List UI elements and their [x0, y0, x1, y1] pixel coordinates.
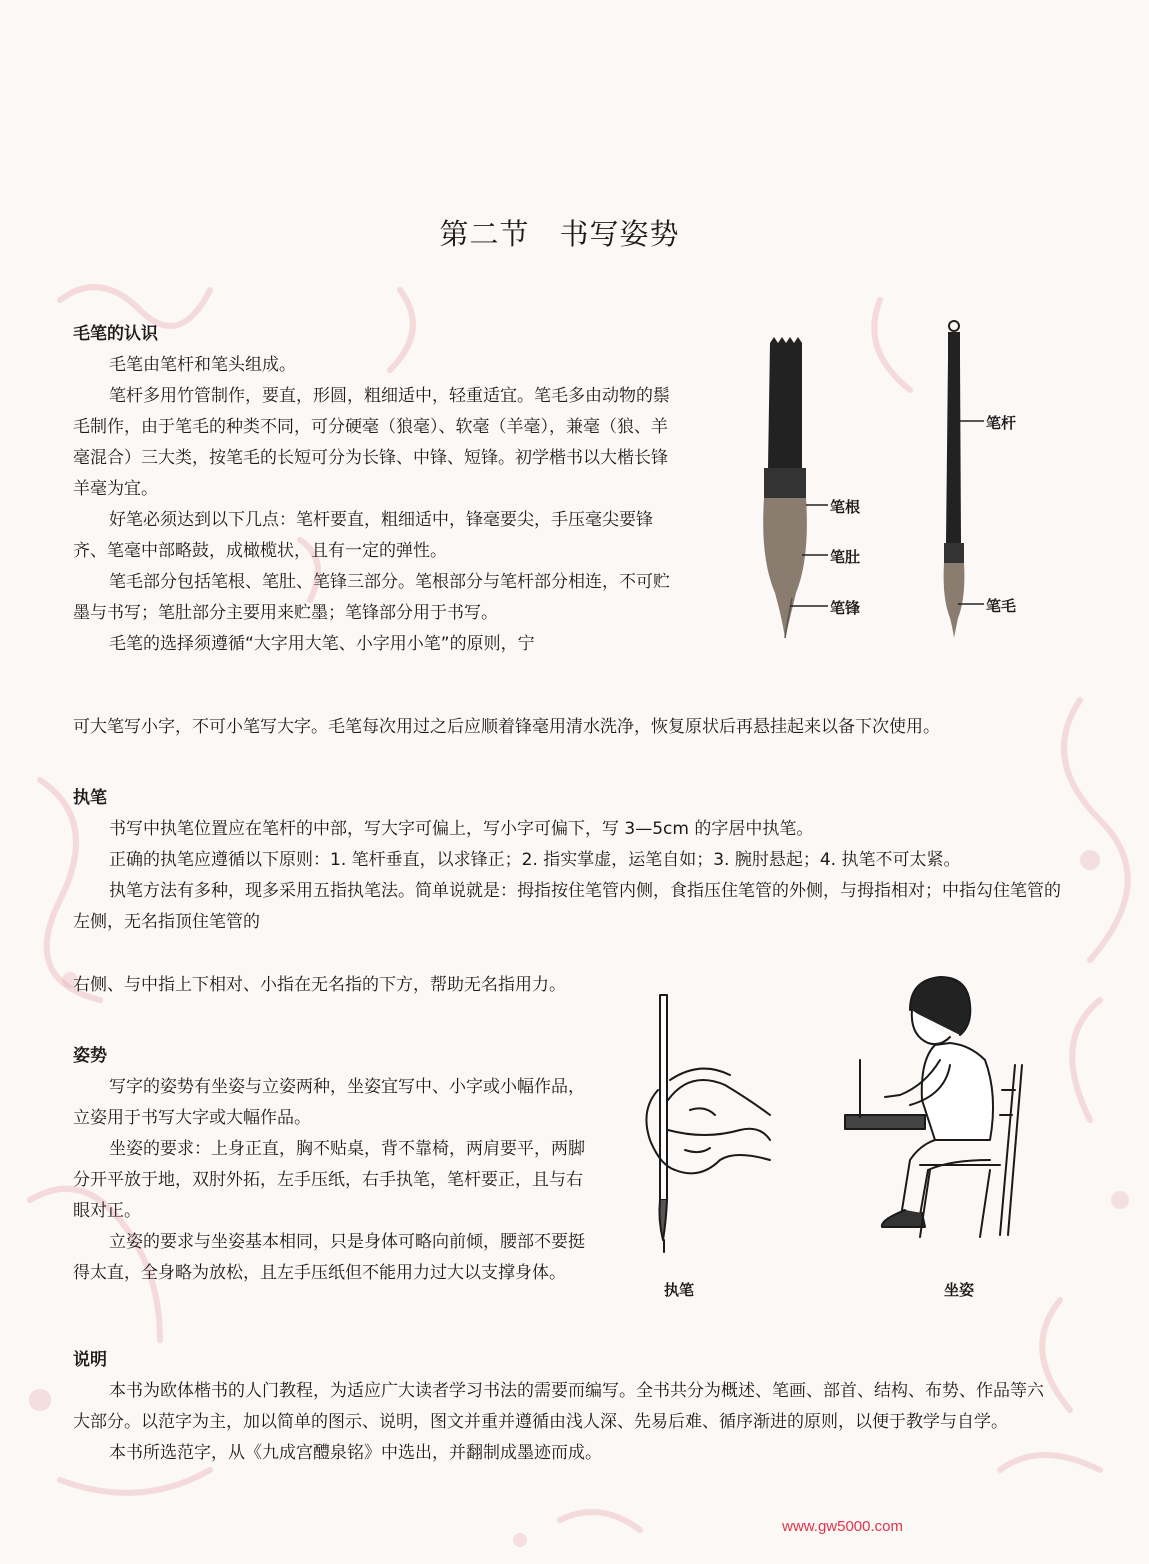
page-title: 第二节 书写姿势 — [439, 217, 680, 251]
paragraph: 书写中执笔位置应在笔杆的中部，写大字可偏上，写小字可偏下，写 3—5cm 的字居中执笔。 — [109, 819, 814, 839]
posture-text-block — [73, 1072, 593, 1289]
small-brush-hair — [944, 563, 965, 638]
small-brush-shaft — [946, 358, 961, 543]
grip-brush-shaft — [660, 995, 667, 1200]
paragraph: 坐姿的要求：上身正直，胸不贴桌，背不靠椅，两肩要平，两脚分开平放于地，双肘外拓，左手压纸，右手执笔，笔杆要正，且与右眼对正。 — [73, 1139, 585, 1221]
paragraph: 可大笔写小字，不可小笔写大字。毛笔每次用过之后应顺着锋毫用清水洗净，恢复原状后再悬挂起来以备下次使用。 — [73, 717, 940, 737]
caption-grip: 执笔 — [664, 1281, 695, 1299]
brush-grip-illustration — [630, 990, 780, 1260]
paragraph: 右侧、与中指上下相对、小指在无名指的下方，帮助无名指用力。 — [73, 975, 566, 995]
large-brush-hair — [763, 498, 807, 638]
label-brush-belly: 笔肚 — [830, 548, 861, 566]
paragraph: 毛笔的选择须遵循“大字用大笔、小字用小笔”的原则，宁 — [109, 634, 535, 654]
paragraph: 正确的执笔应遵循以下原则：1. 笔杆垂直，以求锋正；2. 指实掌虚，运笔自如；3. 腕肘悬起；4. 执笔不可太紧。 — [109, 850, 961, 870]
brush-text-block — [73, 350, 683, 660]
paragraph: 写字的姿势有坐姿与立姿两种，坐姿宜写中、小字或小幅作品，立姿用于书写大字或大幅作品。 — [73, 1077, 585, 1128]
paragraph: 好笔必须达到以下几点：笔杆要直，粗细适中，锋毫要尖，手压毫尖要锋齐、笔毫中部略鼓，成橄榄状，且有一定的弹性。 — [73, 510, 653, 561]
paragraph: 立姿的要求与坐姿基本相同，只是身体可略向前倾，腰部不要挺得太直，全身略为放松，且左手压纸但不能用力过大以支撑身体。 — [73, 1232, 585, 1283]
paragraph: 毛笔由笔杆和笔头组成。 — [109, 355, 296, 375]
sitting-posture-illustration — [840, 965, 1040, 1245]
section-heading-notes: 说明 — [73, 1350, 107, 1370]
grip-narrow-text — [73, 970, 598, 1001]
label-brush-tip: 笔锋 — [830, 599, 861, 617]
section-heading-brush: 毛笔的认识 — [73, 324, 158, 344]
caption-sitting: 坐姿 — [944, 1281, 975, 1299]
desk — [845, 1115, 925, 1129]
child-jacket — [922, 1043, 993, 1140]
paragraph: 笔杆多用竹管制作，要直，形圆，粗细适中，轻重适宜。笔毛多由动物的鬃毛制作，由于笔毛的种类不同，可分硬毫（狼毫）、软毫（羊毫），兼毫（狼、羊毫混合）三大类，按笔毛的长短可分为长锋、中锋、短锋。初学楷书以大楷长锋羊毫为宜。 — [73, 386, 670, 499]
paragraph: 笔毛部分包括笔根、笔肚、笔锋三部分。笔根部分与笔杆部分相连，不可贮墨与书写；笔肚部分主要用来贮墨；笔锋部分用于书写。 — [73, 572, 670, 623]
section-heading-posture: 姿势 — [73, 1046, 107, 1066]
brush-wide-text — [73, 712, 1053, 743]
paragraph: 执笔方法有多种，现多采用五指执笔法。简单说就是：拇指按住笔管内侧，食指压住笔管的外侧，与拇指相对；中指勾住笔管的左侧，无名指顶住笔管的 — [73, 881, 1061, 932]
notes-text-block — [73, 1376, 1053, 1469]
large-brush-root — [764, 468, 806, 498]
label-brush-root: 笔根 — [830, 498, 861, 516]
paragraph: 本书为欧体楷书的人门教程，为适应广大读者学习书法的需要而编写。全书共分为概述、笔画、部首、结构、布势、作品等六大部分。以范字为主，加以简单的图示、说明，图文并重并遵循由浅人深、先易后难、循序渐进的原则，以便于教学与自学。 — [73, 1381, 1044, 1432]
small-brush-cap — [948, 332, 960, 358]
label-brush-shaft: 笔杆 — [986, 414, 1017, 432]
paragraph: 本书所选范字，从《九成宫醴泉铭》中选出，并翻制成墨迹而成。 — [109, 1443, 602, 1463]
brush-anatomy-figure — [740, 318, 1070, 658]
grip-text-block — [73, 814, 1063, 938]
section-heading-grip: 执笔 — [73, 788, 107, 808]
label-brush-hair: 笔毛 — [986, 597, 1017, 615]
watermark-url: www.gw5000.com — [782, 1518, 903, 1535]
large-brush-shaft — [768, 337, 802, 468]
